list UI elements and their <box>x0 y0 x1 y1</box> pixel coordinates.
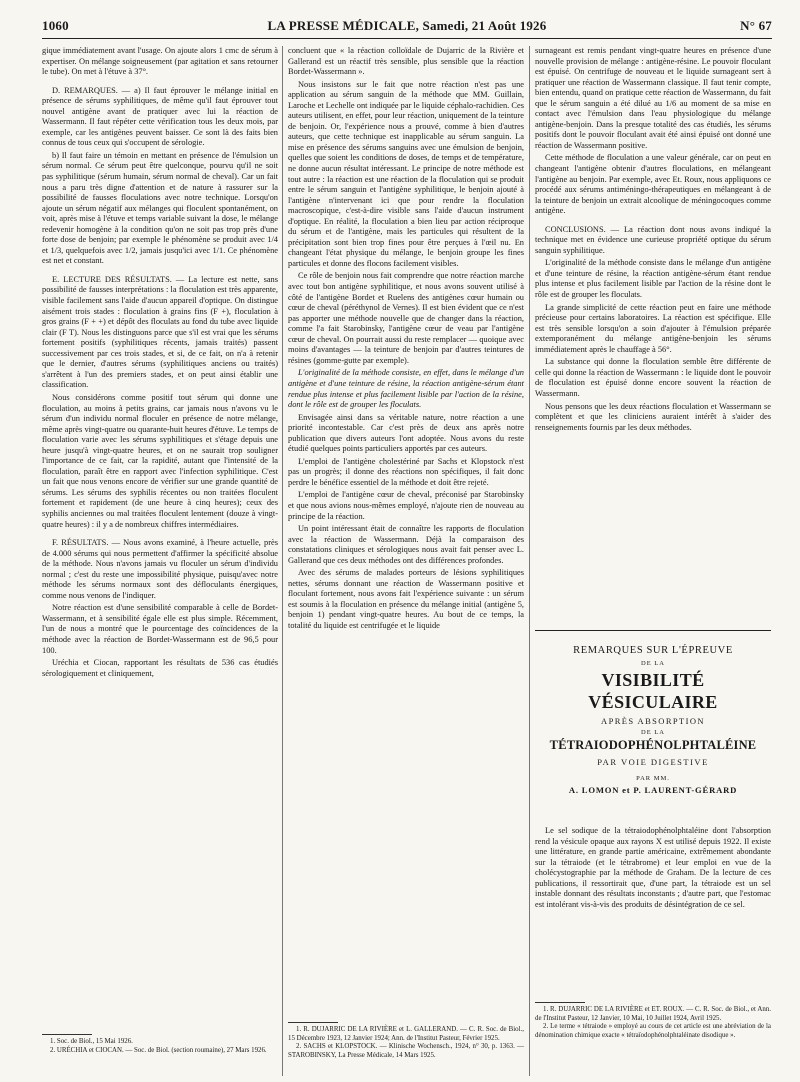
paragraph: CONCLUSIONS. — La réaction dont nous avons indiqué la technique met en évidence une curieuse propriété optique du sérum sanguin syphilitique. <box>535 224 771 255</box>
footnote: 2. Le terme « tétraiode » employé au cours de cet article est une abréviation de la dénomination chimique exacte « tétraïodophénolphtaléinate disodique ». <box>535 1023 771 1039</box>
article-heading <box>535 636 771 795</box>
paragraph: Le sel sodique de la tétraiodophénolphtaléine dont l'absorption rend la vésicule opaque aux rayons X est utilisé depuis 1922. Il existe une littérature, en grande partie américaine, extrêmement abondante sur la tétraiode (et le tétrabrome) et leur emploi en vue de la cholécystographie par la méthode de Graham. De la lecture de ces publications, il ressortirait que, d'une part, la tétraiode est un sel instable donnant des résultats inconstants ; d'autre part, que l'estomac est intolérant vis-à-vis des produits de désintégration de ce sel. <box>535 826 771 909</box>
article-title-line: PAR VOIE DIGESTIVE <box>597 757 709 767</box>
paragraph: Avec des sérums de malades porteurs de lésions syphilitiques nettes, sérums donnant une réaction de Wassermann positive et floculant fortement, nous avons fait l'expérience suivante : un sérum est soumis à la floculation en présence du mélange initial (antigène 5, benjoin 1) pendant vingt-quatre heures. Au bout de ce temps, la totalité du liquide est centrifugée et le liquide <box>288 568 524 630</box>
article-title-line: REMARQUES SUR L'ÉPREUVE <box>573 645 733 656</box>
footnotes <box>535 1006 771 1040</box>
column-2 <box>288 46 524 634</box>
article-authors: A. LOMON et P. LAURENT-GÉRARD <box>568 785 738 795</box>
article-title-line: DE LA <box>641 729 665 736</box>
article-title-line: DE LA <box>641 660 665 667</box>
issue-number: N° 67 <box>740 18 772 33</box>
paragraph: Envisagée ainsi dans sa véritable nature, notre réaction a une priorité incontestable. Car c'est près de deux ans après notre publication que divers auteurs l'ont adoptée. Nous avons du reste étudié quelques points particuliers apportés par ces auteurs. <box>288 412 524 454</box>
article-title-substance: TÉTRAIODOPHÉNOLPHTALÉINE <box>549 738 757 752</box>
footnote: 2. SACHS et KLOPSTOCK. — Klinische Wochensch., 1924, n° 30, p. 1363. — STAROBINSKY, La Presse Médicale, 14 Mars 1925. <box>288 1043 524 1059</box>
page-header <box>42 18 772 36</box>
footnotes <box>42 1038 278 1055</box>
column-1 <box>42 46 278 681</box>
footnote-rule <box>535 1002 585 1003</box>
header-rule <box>42 38 772 39</box>
page-number: 1060 <box>42 18 69 33</box>
article-title-main: VISIBILITÉ VÉSICULAIRE <box>588 670 718 712</box>
paragraph: Un point intéressant était de connaître les rapports de floculation avec la réaction de Wassermann. Déjà la comparaison des constatations cliniques et sérologiques nous avait fait penser avec L. Gallerand que ces deux méthodes ont des différences profondes. <box>288 524 524 565</box>
paragraph: Nous pensons que les deux réactions floculation et Wassermann se complètent et que les cliniciens auraient intérêt à s'aider des renseignements fournis par les deux méthodes. <box>535 401 771 432</box>
paragraph: L'emploi de l'antigène cholestériné par Sachs et Klopstock n'est pas un progrès; il donne des réactions non spécifiques, il fait donc perdre le bénéfice essentiel de la méthode et doit être rejeté. <box>288 456 524 487</box>
column-3 <box>535 46 771 435</box>
footnote-rule <box>42 1034 92 1035</box>
paragraph: b) Il faut faire un témoin en mettant en présence de l'émulsion un sérum normal. Ce sérum peut être quelconque, pourvu qu'il ne soit pas syphilitique (sérum humain, sérum normal de cheval). Car un fait nous a paru très digne d'attention et de nature à rassurer sur la possibilité de fausses floculations avec notre technique. Lorsqu'on ajoute un sérum négatif aux mélanges qui floculent spontanément, on voit, après mise à l'étuve et temps variable suivant la dose, le mélange redevenir homogène à la condition qu'on ne soit pas trop près d'une forte dose de benjoin; par exemple le phénomène se produit avec 1/4 et 1/3, quelquefois avec 1/2, jamais jusqu'ici avec 1/1. Ce phénomène est net et constant. <box>42 150 278 266</box>
column-divider <box>529 46 530 1076</box>
paragraph: concluent que « la réaction colloïdale de Dujarric de la Rivière et Gallerand est un réactif très sensible, plus sensible que la réaction Bordet-Wassermann ». <box>288 46 524 77</box>
paragraph: L'emploi de l'antigène cœur de cheval, préconisé par Starobinsky et que nous avions nous-mêmes employé, n'ajoute rien de nouveau au principe de la réaction. <box>288 490 524 521</box>
paragraph: L'originalité de la méthode consiste dans le mélange d'un antigène et d'une teinture de résine, la réaction antigène-sérum étant rendue plus intense et plus facilement lisible par l'action de la résine dont le rôle est de grouper les floculats. <box>535 258 771 300</box>
paragraph: Nous considérons comme positif tout sérum qui donne une floculation, au moins à petits grains, car jamais nous n'avons vu le sérum d'un individu normal floculer en présence de notre mélange, même après vingt-quatre ou quarante-huit heures d'étuve. Le temps de floculation varie avec les sérums syphilitiques et s'étage depuis une heure jusqu'à vingt-quatre heures, et on ne saurait trop souligner l'importance de ce fait, car la rapidité, autant que l'intensité de la floculation, paraît être en rapport avec l'infection syphilitique. C'est un fait que nous venons encore de vérifier sur une grande quantité de sérums. Les sérums des syphilis récentes ou non traitées floculent fortement et rapidement (de une heure à cinq heures); ceux des syphilis anciennes ou mal traitées floculent lentement (douze à vingt-quatre heures) : il y a de nombreux chiffres intermédiaires. <box>42 392 278 529</box>
footnote: 1. R. DUJARRIC DE LA RIVIÈRE et L. GALLERAND. — C. R. Soc. de Biol., 15 Décembre 1923, 12 Janvier 1924; Ann. de l'Institut Pasteur, Février 1925. <box>288 1026 524 1042</box>
paragraph: Uréchia et Ciocan, rapportant les résultats de 536 cas étudiés sérologiquement et cliniquement, <box>42 658 278 678</box>
footnote: 2. URÉCHIA et CIOCAN. — Soc. de Biol. (section roumaine), 27 Mars 1926. <box>50 1046 267 1054</box>
article-body <box>535 826 771 912</box>
paragraph: E. LECTURE DES RÉSULTATS. — La lecture est nette, sans possibilité de fausses interprétations : la floculation est très apparente, visible facilement sans l'aide d'aucun appareil d'optique. On distingue aisément trois stades : floculation à grains fins (F +), floculation à gros grains (F + +) et dépôt des floculats au fond du tube avec liquide clair (F T). Nous les distinguons parce que s'il est vrai que les sérums fortement positifs (syphilitiques récents, jamais traités) passent successivement par ces trois stades, et si, de ce fait, on n'a à retenir que le dernier, d'autres sérums (syphilitiques anciens ou traités) s'arrêtent à l'un des premiers stades, et on peut ainsi établir une classification. <box>42 274 278 390</box>
paragraph: La substance qui donne la floculation semble être différente de celle qui donne la réaction de Wassermann : le liquide dont le pouvoir de floculation est épuisé donne encore souvent la réaction de Wassermann. <box>535 357 771 398</box>
paragraph: Ce rôle de benjoin nous fait comprendre que notre réaction marche avec tout bon antigène syphilitique, et nous avons souvent utilisé à côté de l'antigène Bordet et Ruelens des antigènes cœur humain ou cœur de cheval (péréthynol de Vernes). Il est bien évident que ce n'est pas apporter une méthode nouvelle que de changer dans la réaction, comme l'a fait Starobinsky, l'antigène cœur de veau par l'antigène cœur de cheval. On pourrait aussi du reste remplacer — quoique avec moins d'avantages — la teinture de benjoin par d'autres teintures de résines (gomme-gutte par exemple). <box>288 271 524 365</box>
footnotes <box>288 1026 524 1060</box>
paragraph: Cette méthode de floculation a une valeur générale, car on peut en changeant l'antigène obtenir d'autres floculations, en mélangeant l'antigène au benjoin. Par exemple, avec Et. Roux, nous appliquons ce procédé aux sérums antiméningo-thérapeutiques en mélangeant à de la teinture de benjoin un extrait alcoolique de méningocoques comme antigène. <box>535 153 771 216</box>
paragraph: D. REMARQUES. — a) Il faut éprouver le mélange initial en présence de sérums syphilitiques, de même qu'il faut éprouver tout nouvel antigène avant de pratiquer avec lui la réaction de Wassermann. Il faut répéter cette vérification tous les deux mois, par exemple, car les antigènes peuvent baisser. Ce sont là des faits bien connus de tous ceux qui s'occupent de sérologie. <box>42 85 278 148</box>
paragraph: Notre réaction est d'une sensibilité comparable à celle de Bordet-Wassermann, et à sensibilité égale elle est plus simple. Récemment, l'un de nous a montré que le pourcentage des coïncidences de la méthode avec la réaction de Bordet-Wassermann est de 96,5 pour 100. <box>42 603 278 655</box>
paragraph: Nous insistons sur le fait que notre réaction n'est pas une application au sérum sanguin de la méthode que MM. Guillain, Laroche et Lechelle ont indiquée par le liquide céphalo-rachidien. Ces auteurs utilisent, en effet, pour leur réaction, uniquement de la teinture de benjoin. Or, l'expérience nous a prouvé, comme à bien d'autres auteurs, que cette technique est inapplicable au sérum sanguin. La mise en présence des sérums sanguins avec une émulsion de benjoin, quelles que soient les conditions de doses, de temps et de température, ne donne aucun résultat intéressant. Le principe de notre méthode est tout autre : la réaction est une réaction de la floculation qui se produit entre le sérum sanguin et l'antigène syphilitique, le benjoin ajouté à l'antigène n'intervenant ici que pour rendre la floculation macroscopique, c'est-à-dire visible sans l'aide d'aucun instrument d'optique. En réalité, la floculation a bien lieu par action réciproque du sérum et de l'antigène, mais les particules qui résultent de la précipitation sont bien trop fines pour être perçues à l'œil nu. En changeant l'état physique du mélange, le benjoin groupe les fines particules et donne des flocons facilement visibles. <box>288 79 524 268</box>
article-title-line: APRÈS ABSORPTION <box>601 716 705 726</box>
paragraph: La grande simplicité de cette réaction peut en faire une méthode précieuse pour certains laboratoires. La réaction est spécifique. Elle est très sensible lorsqu'on a soin d'ajouter à l'émulsion préparée extemporanément du mélange antigène-benjoin les sérums immédiatement après le chauffage à 56°. <box>535 302 771 354</box>
paragraph: L'originalité de la méthode consiste, en effet, dans le mélange d'un antigène et d'une teinture de résine, la réaction antigène-sérum étant rendue plus intense et plus facilement lisible par l'action de la résine, dont le rôle est de grouper les floculats. <box>288 368 524 410</box>
column-divider <box>282 46 283 1076</box>
footnote: 1. Soc. de Biol., 15 Mai 1926. <box>50 1038 133 1045</box>
footnote: 1. R. DUJARRIC DE LA RIVIÈRE et ET. ROUX. — C. R. Soc. de Biol., et Ann. de l'Institut Pasteur, 12 Janvier, 10 Mai, 10 Juillet 1924, Avril 1925. <box>535 1006 771 1022</box>
article-byline-prefix: PAR MM. <box>636 775 670 782</box>
footnote-rule <box>288 1022 338 1023</box>
paragraph: surnageant est remis pendant vingt-quatre heures en présence d'une nouvelle provision de mélange : antigène-résine. Le pouvoir floculant est épuisé. On centrifuge de nouveau et le liquide surnageant sert à pratiquer une réaction de Wassermann classique. Il faut tenir compte, bien entendu, quand on pratique cette réaction de Wassermann, du fait que le sérum sanguin a été dilué au 1/6 au moment de sa mise en contact avec l'émulsion dans l'eau physiologique du mélange antigène-benjoin. Dans la presque totalité des cas étudiés, les sérums positifs dont le pouvoir floculant avait été ainsi épuisé ont donné une réaction de Wassermann positive. <box>535 46 771 150</box>
article-separator <box>535 630 771 631</box>
paragraph: F. RÉSULTATS. — Nous avons examiné, à l'heure actuelle, près de 4.000 sérums qui nous permettent d'affirmer la spécificité absolue de la méthode. Nous n'avons jamais vu floculer un sérum d'individu normal ; c'est du reste une impossibilité physique, puisqu'avec notre méthode les sérums normaux sont des défloculants énergiques, comme nous venons de l'indiquer. <box>42 538 278 600</box>
running-title: LA PRESSE MÉDICALE, Samedi, 21 Août 1926 <box>267 18 547 33</box>
paragraph: gique immédiatement avant l'usage. On ajoute alors 1 cmc de sérum à expertiser. On mélange soigneusement (par agitation et sans retourner le tube). On met à l'étuve à 37°. <box>42 46 278 77</box>
